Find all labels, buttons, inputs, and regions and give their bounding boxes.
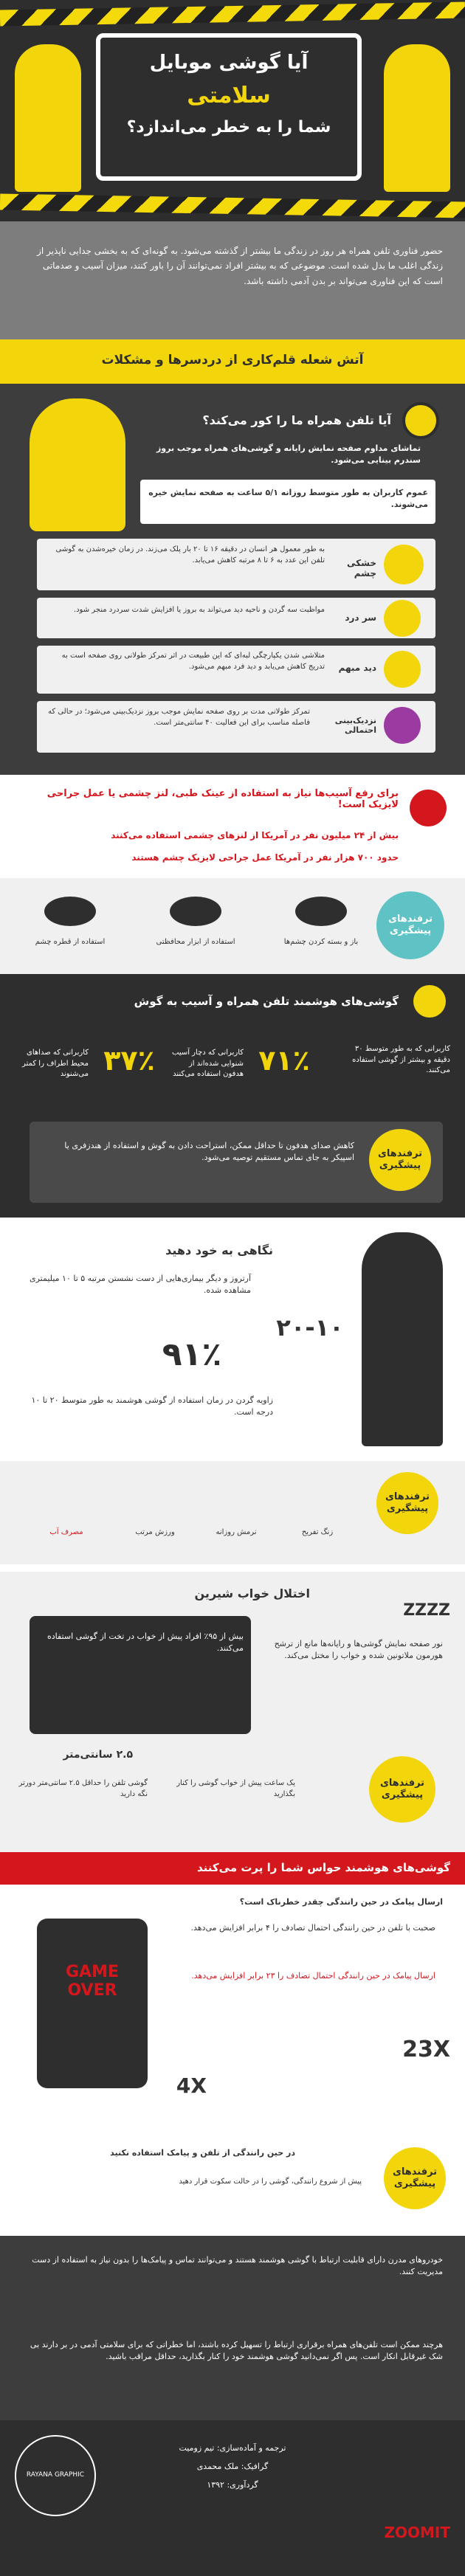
eye-person-illustration bbox=[30, 398, 125, 531]
brand-logo[interactable]: ZOOMIT bbox=[384, 2524, 450, 2541]
drive-s1: ارسال پیامک در حین رانندگی احتمال تصادف را ۲۳ برابر افزایش می‌دهد. bbox=[191, 1971, 435, 1981]
eye-stat: عموم کاربران به طور متوسط روزانه ۵/۱ ساعت به صفحه نمایش خیره می‌شوند. bbox=[148, 488, 428, 509]
header bbox=[0, 0, 465, 221]
credit-1: ترجمه و آماده‌سازی: تیم زومیت bbox=[179, 2443, 286, 2453]
tips2-text: کاهش صدای هدفون تا حداقل ممکن، استراحت دادن به گوش و استفاده از هندزفری یا اسپیکر به جای تماس مستقیم توصیه می‌شود. bbox=[64, 1141, 354, 1162]
eye-icon bbox=[402, 402, 439, 439]
tips3-i1: زنگ تفریح bbox=[301, 1528, 334, 1536]
drive-x4: 4X bbox=[176, 2073, 207, 2098]
headache-icon bbox=[384, 600, 421, 637]
neck-text: زاویه گردن در زمان استفاده از گوشی هوشمند به طور متوسط ۲۰ تا ۱۰ درجه است. bbox=[31, 1395, 273, 1417]
tips3-i2: نرمش روزانه bbox=[216, 1528, 257, 1536]
eye-r1-label: خشکی چشم bbox=[347, 558, 376, 579]
drive-tip2: پیش از شروع رانندگی، گوشی را در حالت سکوت قرار دهید bbox=[179, 2178, 362, 2186]
eye-title: آیا تلفن همراه ما را کور می‌کند؟ bbox=[202, 413, 391, 427]
credit-3: گردآوری: ۱۳۹۲ bbox=[207, 2480, 258, 2490]
end-text2: هرچند ممکن است تلفن‌های همراه برقراری ارتباط را تسهیل کرده باشند، اما خطراتی که برای سلامتی آدمی در بر دارند بی شک غیرقابل انکار است. پس اگر نمی‌دانید گوشی هوشمند خود را کنار بگذارید، حداقل مراقب باشید. bbox=[30, 2340, 443, 2361]
seal: RAYANA GRAPHIC bbox=[15, 2435, 96, 2516]
myopia-icon bbox=[384, 707, 421, 744]
blink-icon bbox=[295, 897, 347, 926]
tips1-i3: استفاده از قطره چشم bbox=[35, 938, 106, 946]
tips3-i3: ورزش مرتب bbox=[135, 1528, 175, 1536]
eye-r4-text: تمرکز طولانی مدت بر روی صفحه نمایش موجب بروز نزدیک‌بینی می‌شود؛ در حالی که فاصله مناسب برای این فعالیت ۴۰ سانتی‌متر است. bbox=[48, 708, 310, 727]
warning-icon bbox=[410, 790, 447, 826]
eye-r3-text: متلاشی شدن یکپارچگی لبه‌ای که این طبیعت در اثر تمرکز طولانی روی صفحه است به تدریج کاهش می‌یابد و دید فرد مبهم می‌شود. bbox=[61, 652, 325, 671]
neck-title: نگاهی به خود دهید bbox=[165, 1243, 273, 1257]
person-left-illustration bbox=[15, 44, 81, 192]
eye-r2-text: مواظبت سه گردن و ناحیه دید می‌تواند به بروز یا افزایش شدت سردرد منجر شود. bbox=[73, 606, 325, 614]
ear-icon bbox=[413, 985, 446, 1018]
tips1-badge: ترفندهای پیشگیری bbox=[376, 891, 444, 959]
eye-r2-label: سر درد bbox=[345, 612, 376, 623]
intro bbox=[0, 221, 465, 339]
credit-2: گرافیک: ملک محمدی bbox=[196, 2462, 269, 2471]
tips1-i2: استفاده از ابزار محافظتی bbox=[156, 938, 235, 946]
sleep-stat: بیش از ۹۵٪ افراد پیش از خواب در تخت از گوشی استفاده می‌کنند. bbox=[46, 1631, 244, 1653]
drive-x23: 23X bbox=[402, 2037, 450, 2062]
tips2-badge: ترفندهای پیشگیری bbox=[369, 1129, 431, 1191]
warn-line3: حدود ۷۰۰ هزار نفر در آمریکا عمل جراحی لایزیک چشم هستند bbox=[131, 852, 399, 863]
tips3-i4: مصرف آب bbox=[49, 1528, 83, 1536]
eye-section bbox=[0, 384, 465, 775]
ear-lead: کاربرانی که به طور متوسط ۳۰ دقیقه و بیشتر از گوشی استفاده می‌کنند. bbox=[352, 1045, 450, 1074]
hazard-stripe-mid bbox=[0, 194, 465, 218]
sleep-zzz: ZZZZ bbox=[403, 1601, 450, 1620]
neck-big: ۹۱٪ bbox=[162, 1336, 222, 1373]
ear-p2: ۳۷٪ bbox=[103, 1044, 155, 1077]
header-title-3: شما را به خطر می‌اندازد؟ bbox=[126, 118, 331, 137]
eye-drops-icon bbox=[44, 897, 96, 926]
banner bbox=[0, 339, 465, 384]
sleep-title: اختلال خواب شیرین bbox=[194, 1586, 310, 1600]
drive-title: گوشی‌های هوشمند حواس شما را پرت می‌کنند bbox=[197, 1861, 450, 1874]
neck-person-illustration bbox=[362, 1232, 443, 1446]
tips3-badge: ترفندهای پیشگیری bbox=[376, 1472, 438, 1534]
dry-eye-icon bbox=[384, 545, 424, 584]
ear-title: گوشی‌های هوشمند تلفن همراه و آسیب به گوش bbox=[134, 995, 399, 1008]
drive-section bbox=[0, 1852, 465, 2236]
sleep-text: نور صفحه نمایش گوشی‌ها و رایانه‌ها مانع از ترشح هورمون ملاتونین شده و خواب را مختل می‌کند. bbox=[274, 1639, 443, 1660]
warn-line1: برای رفع آسیب‌ها نیاز به استفاده از عینک طبی، لنز چشمی یا عمل جراحی لایزیک است! bbox=[46, 788, 399, 810]
banner-title: آتش شعله قلم‌کاری از دردسرها و مشکلات bbox=[101, 353, 364, 367]
ear-p1-text: کاربرانی که دچار آسیب شنوایی شده‌اند از هدفون استفاده می‌کنند bbox=[172, 1049, 244, 1078]
tips4-i2: یک ساعت پیش از خواب گوشی را کنار بگذارید bbox=[176, 1779, 295, 1798]
ear-section bbox=[0, 974, 465, 1218]
eye-r4-label: نزدیک‌بینی احتمالی bbox=[334, 716, 376, 735]
blurred-vision-icon bbox=[384, 651, 421, 688]
end-section bbox=[0, 2236, 465, 2420]
warning bbox=[0, 775, 465, 878]
neck-range: ۲۰-۱۰ bbox=[276, 1313, 344, 1341]
tips4-badge: ترفندهای پیشگیری bbox=[369, 1756, 435, 1823]
eye-r3-label: دید مبهم bbox=[338, 663, 376, 673]
tips-eye bbox=[0, 878, 465, 974]
hazard-stripe-top bbox=[0, 2, 465, 27]
neck-lead: آرتروز و دیگر بیماری‌هایی از دست نشستن مرتبه ۵ تا ۱۰ میلیمتری مشاهده شده. bbox=[30, 1274, 251, 1295]
footer bbox=[0, 2420, 465, 2576]
drive-tip1: در حین رانندگی از تلفن و پیامک استفاده نکنید bbox=[110, 2148, 295, 2158]
sleep-section bbox=[0, 1572, 465, 1852]
eye-lead: تماشای مداوم صفحه نمایش رایانه و گوشی‌های همراه موجب بروز سندرم بینایی می‌شود. bbox=[156, 443, 421, 465]
tips4-dist: ۲.۵ سانتی‌متر bbox=[63, 1749, 133, 1761]
drive-game: GAME OVER bbox=[65, 1963, 119, 2000]
header-title-2: سلامتی bbox=[187, 83, 271, 108]
protection-icon bbox=[170, 897, 221, 926]
warn-line2: بیش از ۲۴ میلیون نفر در آمریکا از لنزهای چشمی استفاده می‌کنند bbox=[111, 830, 399, 840]
ear-p2-text: کاربرانی که صداهای محیط اطراف را کمتر می‌شنوند bbox=[22, 1049, 89, 1078]
intro-text: حضور فناوری تلفن همراه هر روز در زندگی ما بیشتر از گذشته می‌شود. به گونه‌ای که به بخشی جدایی ناپذیر از زندگی اغلب ما بدل شده است. موضوعی که به بیشتر افراد نمی‌توانند آن را باور کنند، میزان آسیب و صدماتی است که این فناوری می‌تواند بر بدن آدمی داشته باشد. bbox=[37, 246, 443, 286]
drive-q: ارسال پیامک در حین رانندگی چقدر خطرناک است؟ bbox=[239, 1897, 443, 1907]
tips1-i1: باز و بسته کردن چشم‌ها bbox=[283, 938, 359, 946]
ear-p1: ۷۱٪ bbox=[258, 1044, 310, 1077]
drive-lead: صحبت با تلفن در حین رانندگی احتمال تصادف را ۴ برابر افزایش می‌دهد. bbox=[190, 1923, 435, 1933]
eye-r1-text: به طور معمول هر انسان در دقیقه ۱۶ تا ۲۰ بار پلک می‌زند. در زمان خیره‌شدن به گوشی تلفن این عدد به ۶ تا ۸ مرتبه کاهش می‌یابد. bbox=[55, 545, 325, 564]
tips5-badge: ترفندهای پیشگیری bbox=[384, 2147, 446, 2209]
header-title-1: آیا گوشی موبایل bbox=[149, 52, 309, 74]
tips4-i1: گوشی تلفن را حداقل ۲.۵ سانتی‌متر دورتر نگه دارید bbox=[18, 1779, 148, 1798]
person-right-illustration bbox=[384, 44, 450, 192]
phone-illustration bbox=[37, 1919, 148, 2088]
end-text1: خودروهای مدرن دارای قابلیت ارتباط با گوشی هوشمند هستند و می‌توانند تماس و پیامک‌ها را بدون نیاز به استفاده از دست مدیریت کنند. bbox=[32, 2255, 443, 2276]
neck-section bbox=[0, 1218, 465, 1572]
